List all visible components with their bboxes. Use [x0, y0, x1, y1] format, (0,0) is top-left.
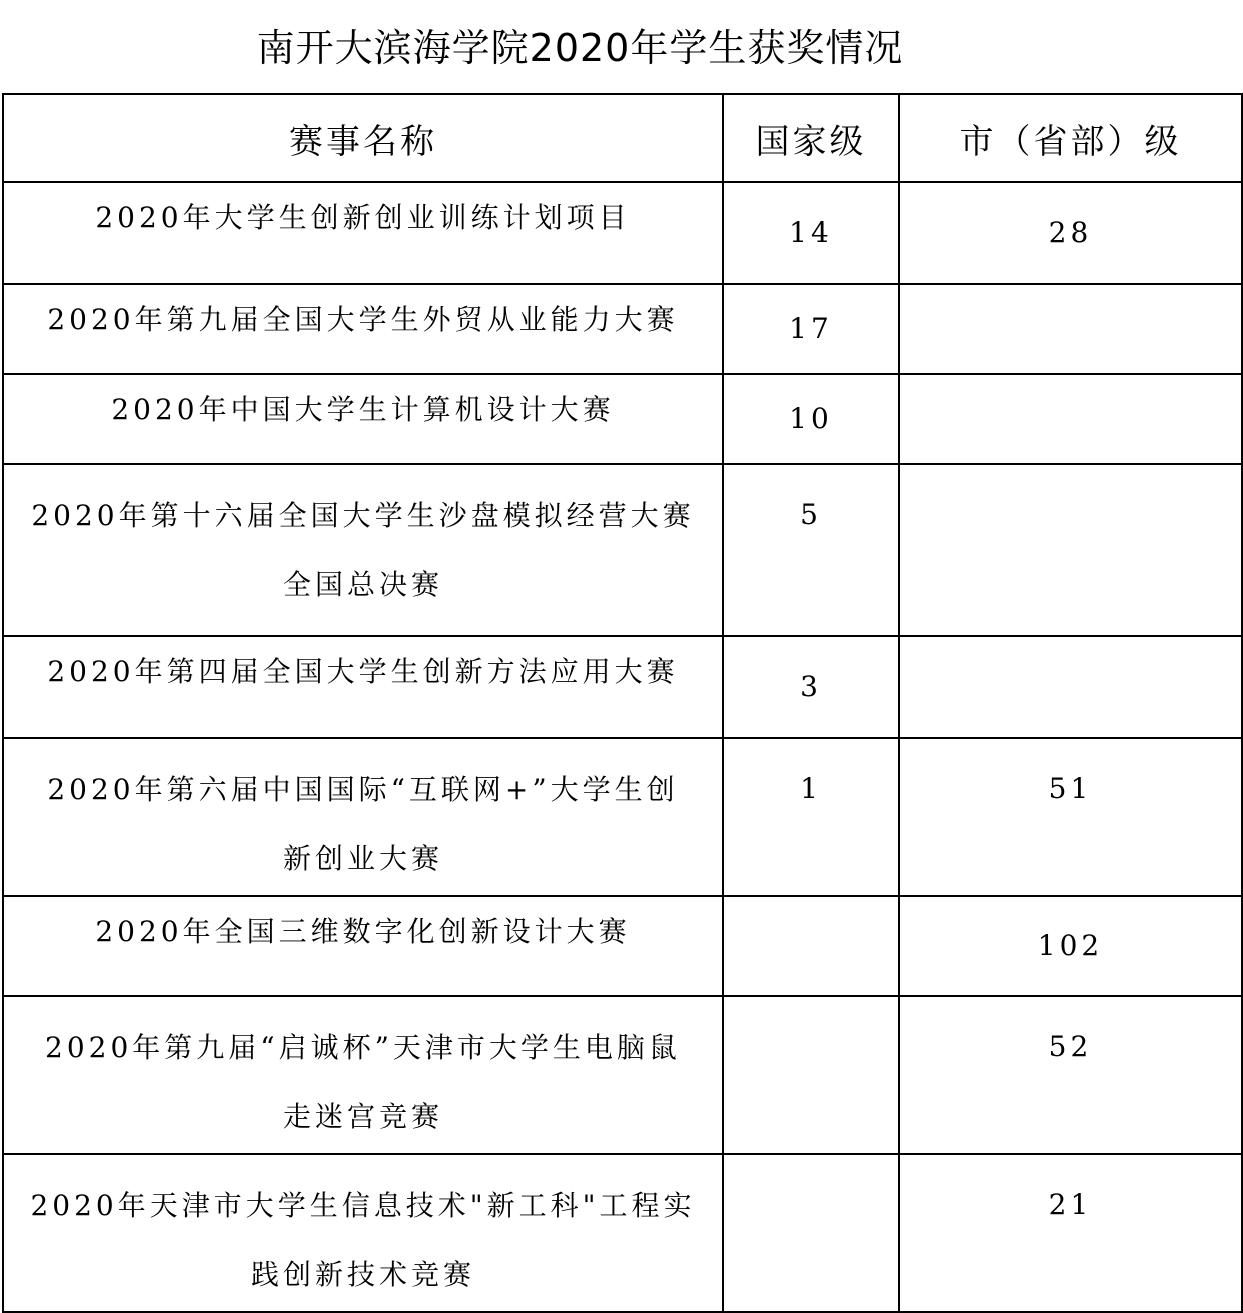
city-count: 102: [899, 896, 1242, 996]
table-row: [3, 374, 1242, 464]
event-name-line: 2020年第九届“启诚杯”天津市大学生电脑鼠: [45, 1031, 681, 1064]
event-name-line: 全国总决赛: [282, 568, 443, 601]
table-row: [3, 996, 1242, 1154]
event-name-cell: [3, 374, 723, 464]
header-city-level: 市（省部）级: [899, 94, 1242, 182]
national-count: [723, 1154, 899, 1312]
event-name-line: 2020年全国三维数字化创新设计大赛: [95, 915, 631, 948]
table-row: [3, 738, 1242, 896]
city-count: [899, 374, 1242, 464]
national-count: [723, 896, 899, 996]
national-count: 3: [723, 636, 899, 738]
event-name-line: 走迷宫竞赛: [282, 1100, 443, 1133]
event-name-line: 2020年第九届全国大学生外贸从业能力大赛: [47, 303, 679, 336]
city-count: [899, 284, 1242, 374]
city-count: 21: [899, 1154, 1242, 1312]
table-row: [3, 1154, 1242, 1312]
awards-table: [2, 93, 1243, 1313]
page-title: 南开大滨海学院2020年学生获奖情况: [256, 26, 904, 70]
event-name-cell: [3, 182, 723, 284]
event-name-cell: [3, 1154, 723, 1312]
city-count: [899, 464, 1242, 636]
table-row: [3, 284, 1242, 374]
header-national-level: 国家级: [723, 94, 899, 182]
event-name-cell: [3, 996, 723, 1154]
event-name-cell: [3, 896, 723, 996]
event-name-line: 2020年第十六届全国大学生沙盘模拟经营大赛: [31, 499, 695, 532]
event-name-cell: [3, 284, 723, 374]
city-count: [899, 636, 1242, 738]
event-name-cell: [3, 464, 723, 636]
event-name-line: 2020年第四届全国大学生创新方法应用大赛: [47, 655, 679, 688]
national-count: 10: [723, 374, 899, 464]
table-header-row: [3, 94, 1242, 182]
national-count: 17: [723, 284, 899, 374]
national-count: 1: [723, 738, 899, 896]
header-event-name: 赛事名称: [3, 94, 723, 182]
city-count: 52: [899, 996, 1242, 1154]
event-name-cell: [3, 636, 723, 738]
event-name-line: 2020年第六届中国国际“互联网+”大学生创: [47, 773, 679, 806]
city-count: 28: [899, 182, 1242, 284]
event-name-line: 2020年中国大学生计算机设计大赛: [111, 393, 615, 426]
city-count: 51: [899, 738, 1242, 896]
table-row: [3, 182, 1242, 284]
national-count: 14: [723, 182, 899, 284]
table-row: [3, 896, 1242, 996]
national-count: [723, 996, 899, 1154]
event-name-line: 践创新技术竞赛: [250, 1258, 475, 1291]
event-name-line: 新创业大赛: [282, 842, 443, 875]
event-name-line: 2020年天津市大学生信息技术"新工科"工程实: [30, 1189, 696, 1222]
table-row: [3, 636, 1242, 738]
national-count: 5: [723, 464, 899, 636]
event-name-line: 2020年大学生创新创业训练计划项目: [95, 201, 631, 234]
event-name-cell: [3, 738, 723, 896]
table-row: [3, 464, 1242, 636]
